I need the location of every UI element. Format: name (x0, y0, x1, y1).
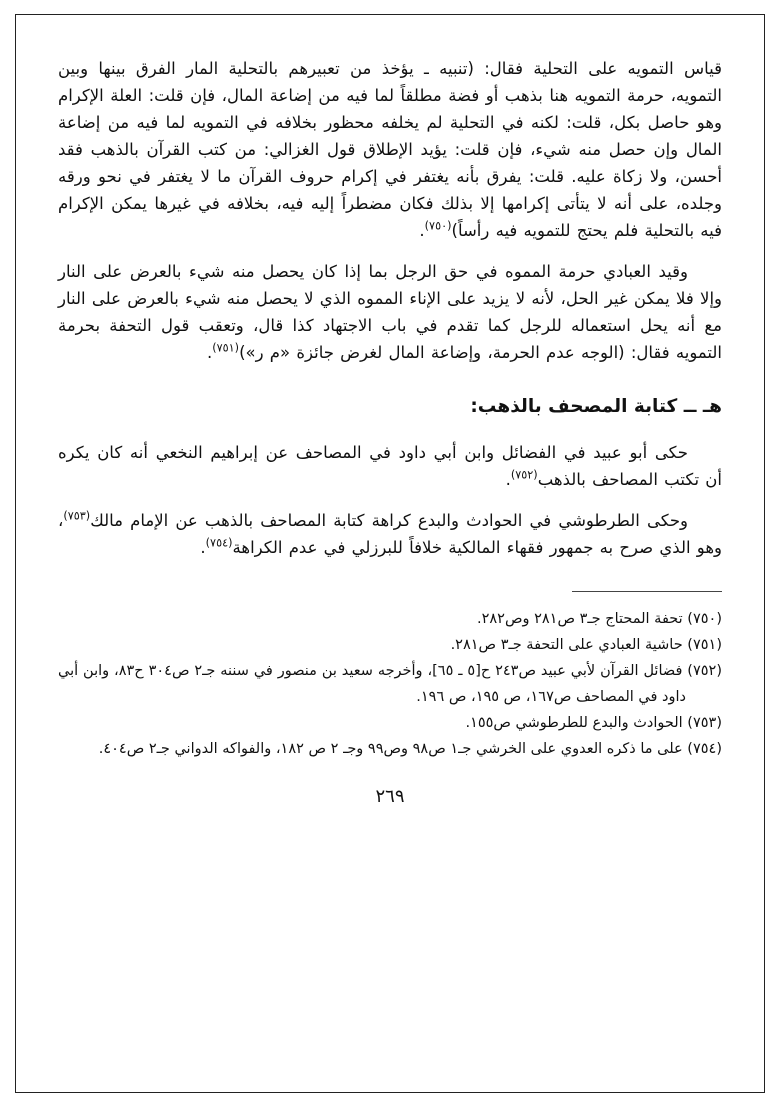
section-heading-kitabat-almushaf: هـ ــ كتابة المصحف بالذهب: (470, 396, 722, 417)
paragraph-tamwih-qiyas (58, 55, 722, 244)
paragraph-tail: . (419, 221, 425, 240)
paragraph-text: وقيد العبادي حرمة المموه في حق الرجل بما إذا كان يحصل منه شيء بالعرض على النار وإلا فلا يمكن غير الحل، لأنه لا يزيد على الإناء المموه الذي لا يحصل منه شيء بالعرض على النار مع أنه يحل استعماله للرجل كما تقدم في باب الاجتهاد كذا قال، وتعقب قول التحفة بحرمة التمويه فقال: (الوجه عدم الحرمة، وإضاعة المال لغرض جائزة «م ر») (58, 262, 722, 362)
footnote-750: (٧٥٠) تحفة المحتاج جـ٣ ص٢٨١ وص٢٨٢. (476, 611, 722, 627)
footnotes-section (58, 606, 722, 762)
footnote-754: (٧٥٤) على ما ذكره العدوي على الخرشي جـ١ ص٩٨ وص٩٩ وجـ ٢ ص ١٨٢، والفواكه الدواني جـ٢ ص٤٠٤. (98, 741, 722, 757)
paragraph-text: ، وهو الذي صرح به جمهور فقهاء المالكية خلافاً للبرزلي في عدم الكراهة (58, 511, 722, 557)
footnote-ref-754: (٧٥٤) (205, 536, 233, 550)
footnote-ref-752: (٧٥٢) (510, 468, 538, 482)
page-number: ٢٦٩ (375, 786, 405, 807)
paragraph-abu-ubayd (58, 439, 722, 493)
footnote-753: (٧٥٣) الحوادث والبدع للطرطوشي ص١٥٥. (465, 715, 722, 731)
footnote-ref-750: (٧٥٠) (424, 219, 452, 233)
footnote-separator (572, 591, 722, 592)
paragraph-text: حكى أبو عبيد في الفضائل وابن أبي داود في المصاحف عن إبراهيم النخعي أنه كان يكره أن تكتب المصاحف بالذهب (58, 443, 722, 489)
footnote-ref-753: (٧٥٣) (63, 509, 91, 523)
paragraph-tail: . (206, 343, 213, 362)
page-border (15, 14, 765, 1093)
page-content (16, 15, 764, 1092)
paragraph-text: وحكى الطرطوشي في الحوادث والبدع كراهة كتابة المصاحف بالذهب عن الإمام مالك (90, 511, 688, 530)
paragraph-tail: . (505, 470, 511, 489)
paragraph-text: قياس التمويه على التحلية فقال: (تنبيه ـ يؤخذ من تعبيرهم بالتحلية المار الفرق بينها وبين التمويه، حرمة التمويه هنا بذهب أو فضة مطلقاً لما فيه من إضاعة المال، فإن قلت: العلة الإكرام وهو حاصل بكل، قلت: لكنه في التحلية لم يخلفه محظور بخلافه في التمويه لما فيه من إضاعة المال وإن حصل منه شيء، فإن قلت: يؤيد الإطلاق قول الغزالي: من كتب القرآن بالذهب فقد أحسن، ولا زكاة عليه. قلت: يفرق بأنه يغتفر في إكرام حروف القرآن ما لا يغتفر في نحو ورقه وجلده، على أنه لا يتأتى إكرامها إلا بذلك فكان مضطراً إليه فيه، بخلافه في غيرها يمكن الإكرام فيه بالتحلية فلم يحتج للتمويه فيه رأساً) (58, 59, 722, 240)
footnote-752: (٧٥٢) فضائل القرآن لأبي عبيد ص٢٤٣ ح[٥ ـ ٦٥]، وأخرجه سعيد بن منصور في سننه جـ٢ ص٣٠٤ ح٨٣، وابن أبي داود في المصاحف ص١٦٧، ص ١٩٥، ص ١٩٦. (58, 663, 722, 705)
paragraph-tail: . (200, 538, 206, 557)
footnote-751: (٧٥١) حاشية العبادي على التحفة جـ٣ ص٢٨١. (450, 637, 722, 653)
paragraph-abbadi-qayd (58, 258, 722, 366)
footnote-ref-751: (٧٥١) (212, 341, 240, 355)
paragraph-turtushi (58, 507, 722, 561)
